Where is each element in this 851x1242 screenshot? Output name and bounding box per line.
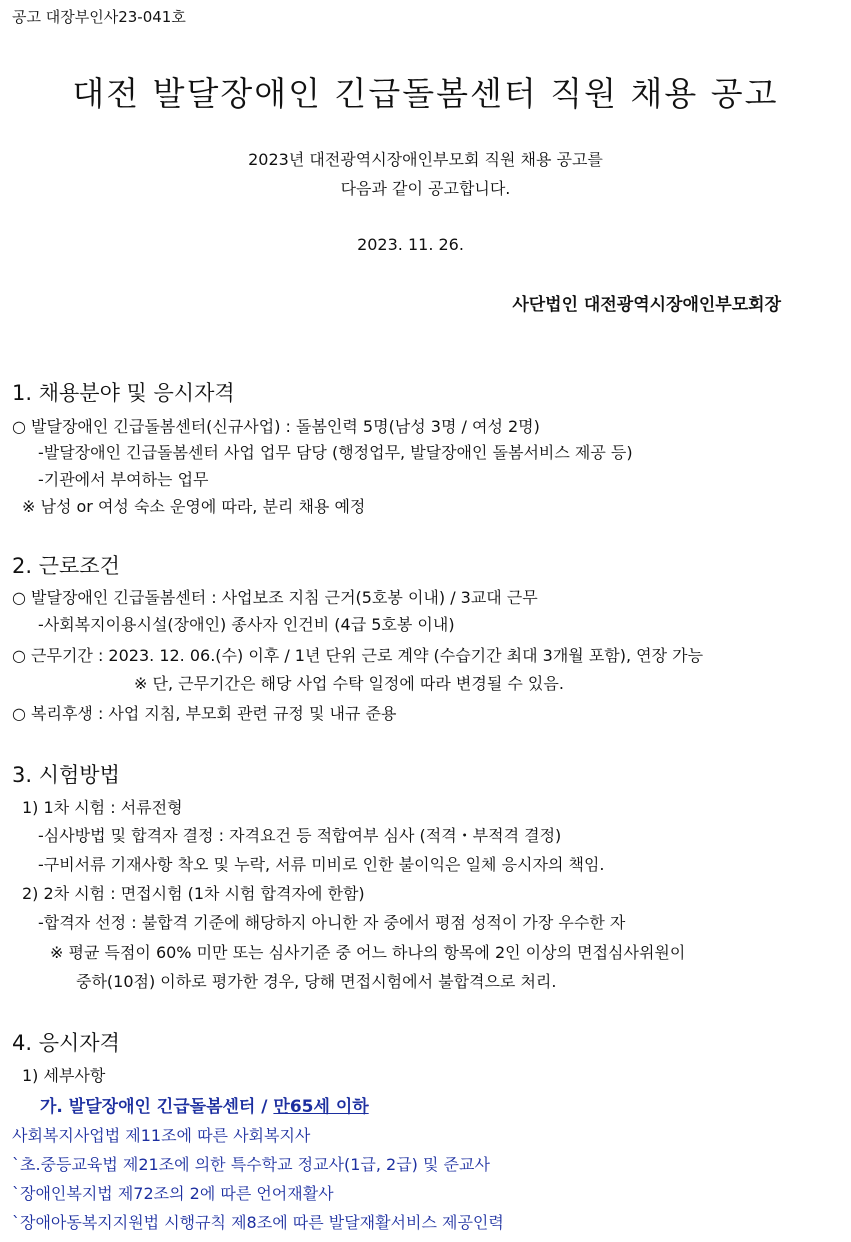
section-1-line: -발달장애인 긴급돌봄센터 사업 업무 담당 (행정업무, 발달장애인 돌봄서비스 제공 등) — [38, 443, 633, 462]
section-1-line: ○ 발달장애인 긴급돌봄센터(신규사업) : 돌봄인력 5명(남성 3명 / 여성 2명) — [12, 417, 540, 436]
section-4-age-limit: 만65세 이하 — [273, 1097, 369, 1117]
section-2-line: ○ 발달장애인 긴급돌봄센터 : 사업보조 지침 근거(5호봉 이내) / 3교대 근무 — [12, 588, 538, 607]
intro-line-2: 다음과 같이 공고합니다. — [340, 179, 511, 198]
section-4-heading: 4. 응시자격 — [12, 1031, 120, 1055]
section-3-line: -합격자 선정 : 불합격 기준에 해당하지 아니한 자 중에서 평점 성적이 가장 우수한 자 — [38, 913, 626, 932]
section-3-line: -심사방법 및 합격자 결정 : 자격요건 등 적합여부 심사 (적격・부적격 결정) — [38, 826, 562, 845]
document-reference-number: 공고 대장부인사23-041호 — [12, 8, 186, 26]
issuing-organization: 사단법인 대전광역시장애인부모회장 — [512, 295, 781, 315]
section-4-qualification: `장애인복지법 제72조의 2에 따른 언어재활사 — [12, 1184, 334, 1203]
section-2-note: ※ 단, 근무기간은 해당 사업 수탁 일정에 따라 변경될 수 있음. — [134, 674, 564, 693]
section-2-heading: 2. 근로조건 — [12, 554, 120, 578]
section-3-note: 중하(10점) 이하로 평가한 경우, 당해 면접시험에서 불합격으로 처리. — [76, 972, 557, 991]
section-3-line: 2) 2차 시험 : 면접시험 (1차 시험 합격자에 한함) — [22, 884, 365, 903]
section-1-note: ※ 남성 or 여성 숙소 운영에 따라, 분리 채용 예정 — [22, 497, 366, 516]
announcement-date: 2023. 11. 26. — [357, 235, 464, 254]
section-3-line: -구비서류 기재사항 착오 및 누락, 서류 미비로 인한 불이익은 일체 응시자의 책임. — [38, 855, 605, 874]
section-4-qualification: `장애아동복지지원법 시행규칙 제8조에 따른 발달재활서비스 제공인력 — [12, 1213, 504, 1232]
section-4-subheading: 1) 세부사항 — [22, 1066, 106, 1085]
section-1-heading: 1. 채용분야 및 응시자격 — [12, 381, 235, 405]
section-1-line: -기관에서 부여하는 업무 — [38, 470, 209, 489]
section-3-note: ※ 평균 득점이 60% 미만 또는 심사기준 중 어느 하나의 항목에 2인 이상의 면접심사위원이 — [50, 943, 686, 962]
intro-line-1: 2023년 대전광역시장애인부모회 직원 채용 공고를 — [248, 150, 603, 169]
section-3-heading: 3. 시험방법 — [12, 763, 120, 787]
section-4-qualification: 사회복지사업법 제11조에 따른 사회복지사 — [12, 1126, 311, 1145]
section-2-line: ○ 근무기간 : 2023. 12. 06.(수) 이후 / 1년 단위 근로 계약 (수습기간 최대 3개월 포함), 연장 가능 — [12, 646, 704, 665]
section-3-line: 1) 1차 시험 : 서류전형 — [22, 798, 183, 817]
section-2-line: ○ 복리후생 : 사업 지침, 부모회 관련 규정 및 내규 준용 — [12, 704, 397, 723]
section-4-qualification: `초.중등교육법 제21조에 의한 특수학교 정교사(1급, 2급) 및 준교사 — [12, 1155, 490, 1174]
section-4-highlight — [40, 1092, 369, 1117]
section-2-line: -사회복지이용시설(장애인) 종사자 인건비 (4급 5호봉 이내) — [38, 615, 455, 634]
page-title: 대전 발달장애인 긴급돌봄센터 직원 채용 공고 — [72, 74, 779, 113]
section-4-highlight-field: 가. 발달장애인 긴급돌봄센터 / — [40, 1097, 274, 1117]
